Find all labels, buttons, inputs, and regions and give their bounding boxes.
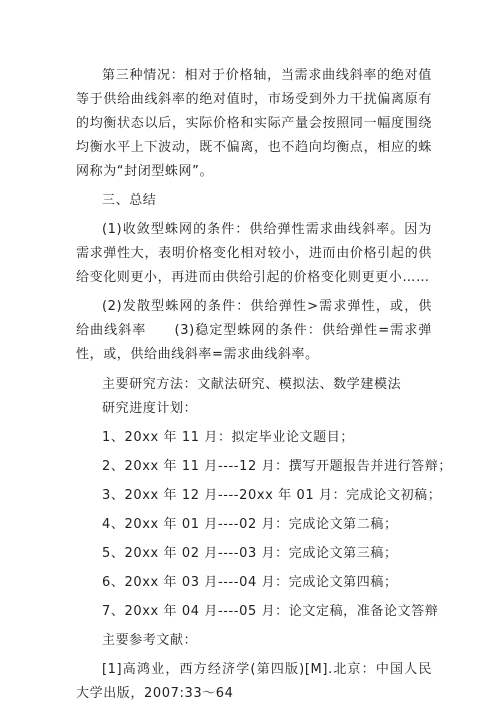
- schedule-item: 5、20xx 年 02 月----03 月：完成论文第三稿；: [102, 546, 398, 561]
- schedule-item: 6、20xx 年 03 月----04 月：完成论文第四稿；: [102, 575, 398, 590]
- research-methods: 主要研究方法：文献法研究、模拟法、数学建模法: [102, 377, 402, 392]
- paragraph-case-three: 第三种情况：相对于价格轴，当需求曲线斜率的绝对值等于供给曲线斜率的绝对值时，市场受到外力干扰偏离原有的均衡状态以后，实际价格和实际产量会按照同一幅度围绕均衡水平上下波动，既不偏离，也不趋向均衡点，相应的蛛网称为“封闭型蛛网”。: [76, 68, 432, 179]
- schedule-list: [76, 426, 452, 624]
- schedule-item: 2、20xx 年 11 月----12 月：撰写开题报告并进行答辩；: [102, 459, 452, 474]
- paragraph-summary-one: (1)收敛型蛛网的条件：供给弹性需求曲线斜率。因为需求弹性大，表明价格变化相对较小，进而由价格引起的供给变化则更小，再进而由供给引起的价格变化则更更小……: [76, 222, 432, 285]
- references-title: 主要参考文献：: [102, 633, 198, 648]
- document-body: [76, 64, 452, 706]
- section-heading: 三、总结: [102, 193, 157, 208]
- schedule-item: 3、20xx 年 12 月----20xx 年 01 月：完成论文初稿；: [102, 488, 442, 503]
- schedule-item: 4、20xx 年 01 月----02 月：完成论文第二稿；: [102, 517, 398, 532]
- paragraph-summary-two: (2)发散型蛛网的条件：供给弹性>需求弹性，或，供给曲线斜率 (3)稳定型蛛网的条件：供给弹性=需求弹性，或，供给曲线斜率=需求曲线斜率。: [76, 299, 432, 362]
- schedule-item: 1、20xx 年 11 月：拟定毕业论文题目；: [102, 430, 354, 445]
- progress-plan-title: 研究进度计划：: [102, 401, 198, 416]
- reference-item: [1]高鸿业，西方经济学(第四版)[M].北京：中国人民大学出版，2007:33～64: [76, 662, 432, 701]
- schedule-item: 7、20xx 年 04 月----05 月：论文定稿，准备论文答辩: [102, 604, 439, 619]
